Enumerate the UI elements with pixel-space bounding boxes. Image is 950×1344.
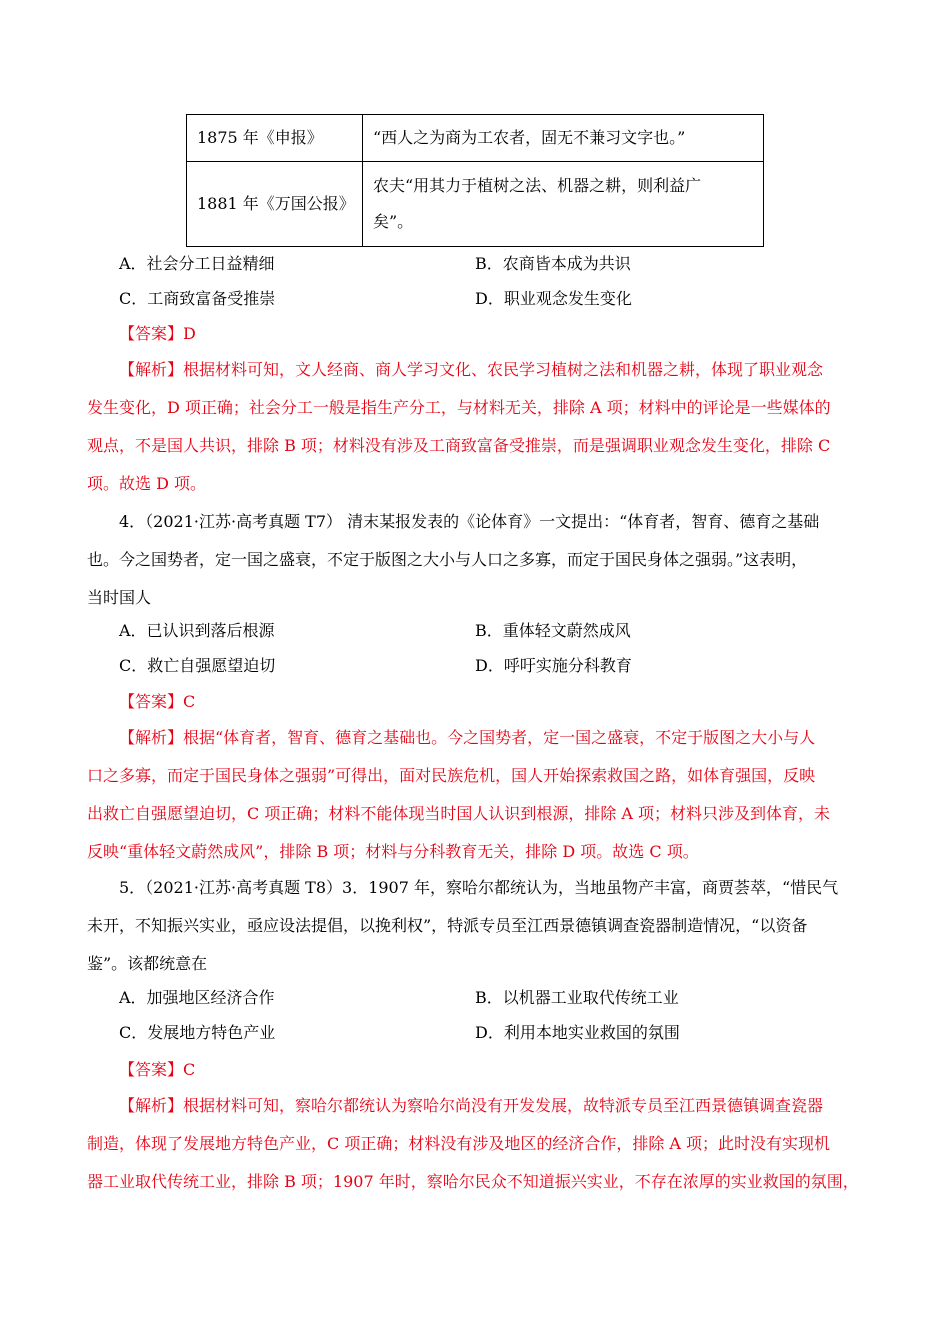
table-cell-source: 1881 年《万国公报》	[187, 162, 363, 247]
q4-stem-line: 也。今之国势者，定一国之盛衰，不定于版图之大小与人口之多寡，而定于国民身体之强弱。”这表明，	[87, 550, 808, 569]
q3-option-d: D．职业观念发生变化	[475, 289, 632, 308]
q3-answer: 【答案】D	[119, 324, 196, 343]
q4-option-a: A．已认识到落后根源	[119, 621, 275, 640]
q4-analysis-line: 反映“重体轻文蔚然成风”，排除 B 项；材料与分科教育无关，排除 D 项。故选 C 项。	[87, 842, 699, 861]
q3-option-a: A．社会分工日益精细	[119, 254, 275, 273]
q4-analysis-line: 出救亡自强愿望迫切，C 项正确；材料不能体现当时国人认识到根源，排除 A 项；材料只涉及到体育，未	[87, 804, 831, 823]
q5-analysis-line: 器工业取代传统工业，排除 B 项；1907 年时，察哈尔民众不知道振兴实业，不存在浓厚的实业救国的氛围，	[87, 1172, 859, 1191]
table-cell-source: 1875 年《申报》	[187, 115, 363, 162]
q5-stem-line: 鉴”。该都统意在	[87, 954, 208, 973]
q5-stem-line: 5．（2021·江苏·高考真题 T8）3．1907 年，察哈尔都统认为，当地虽物产丰富，商贾荟萃，“惜民气	[119, 878, 839, 897]
q5-answer: 【答案】C	[119, 1060, 196, 1079]
table-cell-quote	[363, 162, 764, 247]
q3-analysis-line: 项。故选 D 项。	[87, 474, 207, 493]
q4-stem-line: 4．（2021·江苏·高考真题 T7） 清末某报发表的《论体育》一文提出：“体育者，智育、德育之基础	[119, 512, 820, 531]
q5-option-a: A．加强地区经济合作	[119, 988, 275, 1007]
q3-option-c: C．工商致富备受推崇	[119, 289, 276, 308]
quote-line: 农夫“用其力于植树之法、机器之耕，则利益广	[373, 176, 702, 195]
q5-option-d: D．利用本地实业救国的氛围	[475, 1023, 680, 1042]
q4-option-b: B．重体轻文蔚然成风	[475, 621, 631, 640]
quote-line: 矣”。	[373, 212, 414, 231]
q3-analysis-line: 【解析】根据材料可知，文人经商、商人学习文化、农民学习植树之法和机器之耕，体现了职业观念	[119, 360, 824, 379]
q5-stem-line: 未开，不知振兴实业，亟应设法提倡，以挽利权”，特派专员至江西景德镇调查瓷器制造情况，“以资备	[87, 916, 808, 935]
table-cell-quote: “西人之为商为工农者，固无不兼习文字也。”	[363, 115, 764, 162]
q3-option-b: B．农商皆本成为共识	[475, 254, 631, 273]
table-row	[187, 162, 764, 247]
q4-option-d: D．呼吁实施分科教育	[475, 656, 632, 675]
q5-analysis-line: 【解析】根据材料可知，察哈尔都统认为察哈尔尚没有开发发展，故特派专员至江西景德镇调查瓷器	[119, 1096, 824, 1115]
q4-stem-line: 当时国人	[87, 588, 152, 607]
q5-analysis-line: 制造，体现了发展地方特色产业，C 项正确；材料没有涉及地区的经济合作，排除 A 项；此时没有实现机	[87, 1134, 831, 1153]
q3-analysis-line: 观点，不是国人共识，排除 B 项；材料没有涉及工商致富备受推崇，而是强调职业观念发生变化，排除 C	[87, 436, 831, 455]
table-row	[187, 115, 764, 162]
q4-answer: 【答案】C	[119, 692, 196, 711]
q5-option-c: C．发展地方特色产业	[119, 1023, 276, 1042]
q5-option-b: B．以机器工业取代传统工业	[475, 988, 679, 1007]
q4-analysis-line: 口之多寡，而定于国民身体之强弱”可得出，面对民族危机，国人开始探索救国之路，如体育强国，反映	[87, 766, 816, 785]
q3-analysis-line: 发生变化，D 项正确；社会分工一般是指生产分工，与材料无关，排除 A 项；材料中的评论是一些媒体的	[87, 398, 831, 417]
q4-analysis-line: 【解析】根据“体育者，智育、德育之基础也。今之国势者，定一国之盛衰，不定于版图之大小与人	[119, 728, 816, 747]
source-table	[186, 114, 764, 247]
q4-option-c: C．救亡自强愿望迫切	[119, 656, 276, 675]
